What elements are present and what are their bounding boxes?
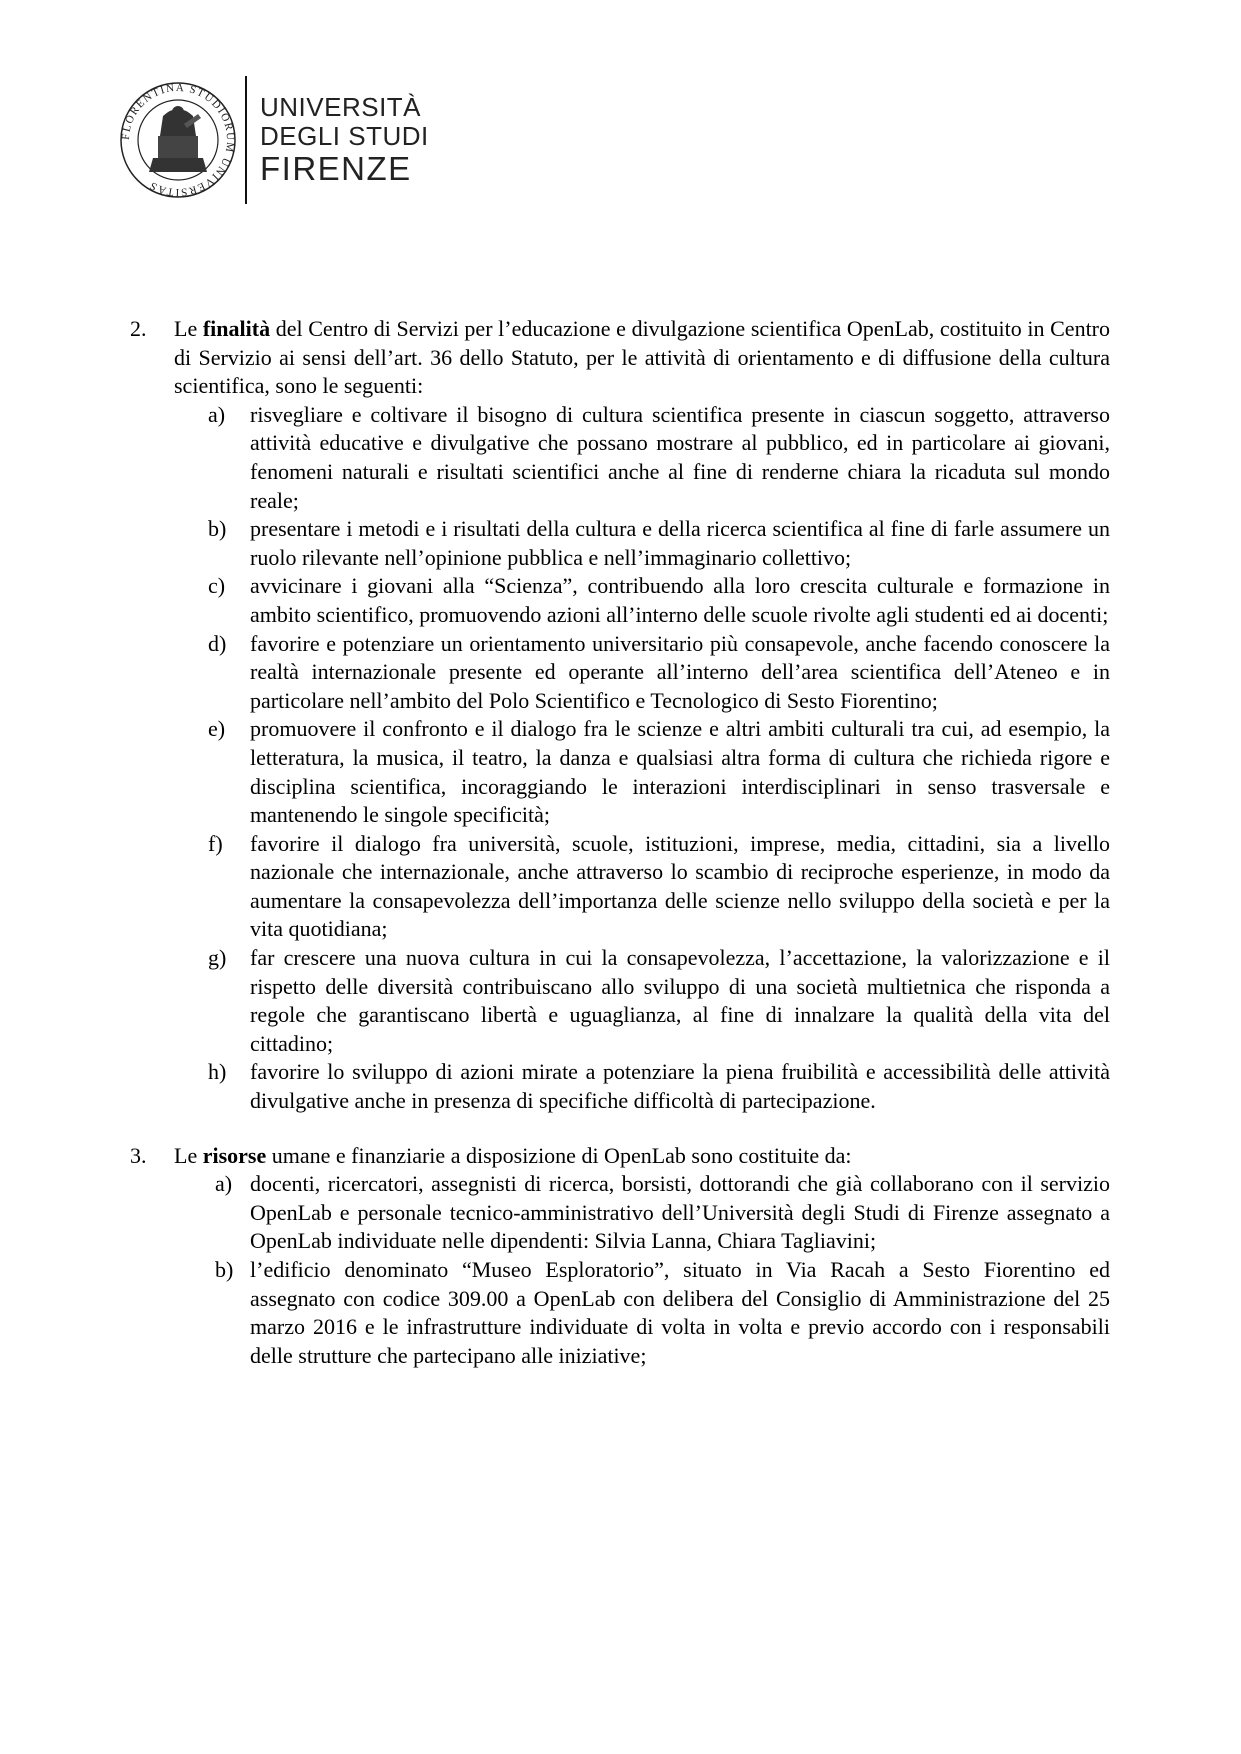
section-intro: Le risorse umane e finanziarie a disposizione di OpenLab sono costituite da: (174, 1142, 852, 1168)
section-number: 3. (130, 1142, 147, 1168)
university-seal-logo (118, 76, 252, 210)
list-item (174, 515, 1110, 572)
page-header (118, 68, 518, 218)
list-item-text: favorire lo sviluppo di azioni mirate a potenziare la piena fruibilità e accessibilità delle attività divulgative anche in presenza di specifiche difficoltà di partecipazione. (250, 1059, 1110, 1114)
list-item-letter: d) (208, 630, 227, 656)
list-item-text: risvegliare e coltivare il bisogno di cultura scientifica presente in ciascun soggetto, attraverso attività educative e divulgative che possano mostrare al pubblico, ed in particolare ai giovani, fenomeni naturali e risultati scientifici anche al fine di renderne chiara la ricaduta sul mondo reale; (250, 401, 1110, 513)
list-item-letter: b) (208, 516, 227, 542)
list-item (174, 572, 1110, 629)
section-number: 2. (130, 316, 147, 341)
list-item-letter: c) (208, 573, 226, 599)
list-item-text: avvicinare i giovani alla “Scienza”, contribuendo alla loro crescita culturale e formazione in ambito scientifico, promuovendo azioni all’interno delle scuole rivolte agli studenti ed ai docenti; (250, 573, 1110, 627)
list-item-letter: e) (208, 716, 226, 742)
list-item-letter: b) (215, 1257, 234, 1282)
university-name (260, 93, 429, 187)
list-item-letter: f) (208, 830, 223, 856)
university-name-line2: DEGLI STUDI (260, 121, 429, 151)
list-item (174, 715, 1110, 829)
list-item-text: favorire e potenziare un orientamento universitario più consapevole, anche facendo conoscere la realtà internazionale presente ed operante all’interno dell’area scientifica dell’Ateneo e in particolare nell’ambito del Polo Scientifico e Tecnologico di Sesto Fiorentino; (250, 630, 1110, 713)
list-item-text: promuovere il confronto e il dialogo fra le scienze e altri ambiti culturali tra cui, ad esempio, la letteratura, la musica, il teatro, la danza e qualsiasi altra forma di cultura che richieda rigore e disciplina scientifica, incoraggiando le interazioni interdisciplinari in senso trasversale e mantenendo le singole specificità; (250, 716, 1110, 828)
section-finalita (130, 315, 1110, 1116)
header-divider (245, 76, 247, 204)
list-item (174, 1170, 1110, 1256)
list-item (174, 944, 1110, 1058)
list-item-letter: a) (208, 401, 226, 427)
university-name-line1: UNIVERSITÀ (260, 92, 422, 122)
list-item-letter: a) (215, 1171, 233, 1197)
document-body (130, 315, 1110, 1370)
list-item-text: presentare i metodi e i risultati della cultura e della ricerca scientifica al fine di farle assumere un ruolo rilevante nell’opinione pubblica e nell’immaginario collettivo; (250, 516, 1110, 570)
list-item (174, 401, 1110, 515)
list-item-letter: h) (208, 1059, 227, 1085)
section-intro: Le finalità del Centro di Servizi per l’educazione e divulgazione scientifica OpenLab, costituito in Centro di Servizio ai sensi dell’art. 36 dello Statuto, per le attività di orientamento e di diffusione della cultura scientifica, sono le seguenti: (174, 316, 1111, 399)
list-item-text: docenti, ricercatori, assegnisti di ricerca, borsisti, dottorandi che già collaborano con il servizio OpenLab e personale tecnico-amministrativo dell’Università degli Studi di Firenze assegnato a OpenLab individuate nelle dipendenti: Silvia Lanna, Chiara Tagliavini; (250, 1171, 1110, 1254)
list-item (174, 630, 1110, 716)
section-risorse (130, 1142, 1110, 1371)
list-item-text: favorire il dialogo fra università, scuole, istituzioni, imprese, media, cittadini, sia a livello nazionale che internazionale, anche attraverso lo scambio di reciproche esperienze, in modo da aumentare la consapevolezza dell’importanza delle scienze nello sviluppo della società e per la vita quotidiana; (250, 830, 1110, 942)
list-item (174, 1058, 1110, 1115)
list-item-text: l’edificio denominato “Museo Esploratorio”, situato in Via Racah a Sesto Fiorentino ed assegnato con codice 309.00 a OpenLab con delibera del Consiglio di Amministrazione del 25 marzo 2016 e le infrastrutture individuate di volta in volta e previo accordo con i responsabili delle strutture che partecipano alle iniziative; (250, 1257, 1110, 1368)
section-keyword: risorse (202, 1142, 267, 1168)
section-keyword: finalità (202, 316, 271, 341)
svg-text:FLORENTINA STUDIORUM UNIVERSIT: FLORENTINA STUDIORUM UNIVERSITAS (119, 81, 237, 199)
list-item (174, 1256, 1110, 1370)
list-item-letter: g) (208, 945, 227, 971)
list-item-text: far crescere una nuova cultura in cui la consapevolezza, l’accettazione, la valorizzazione e il rispetto delle diversità contribuiscano allo sviluppo di una società multietnica che risponda a regole che garantiscano libertà e uguaglianza, al fine di innalzare la qualità della vita del cittadino; (250, 945, 1110, 1056)
university-name-line3: FIRENZE (260, 150, 412, 187)
list-item (174, 830, 1110, 944)
